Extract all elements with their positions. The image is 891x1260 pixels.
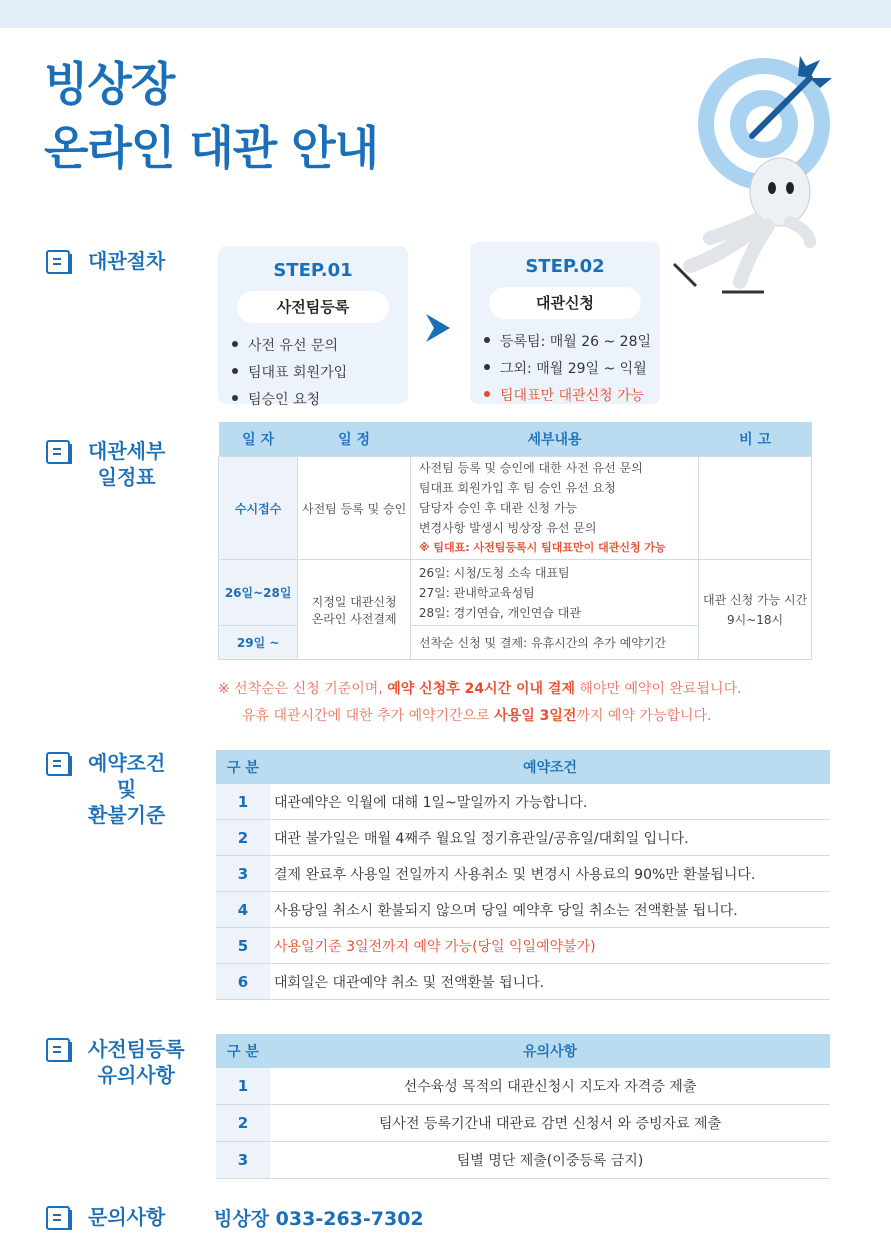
table-row: 6 대회일은 대관예약 취소 및 전액환불 됩니다.: [216, 964, 830, 1000]
schedule-table: 일 자 일 정 세부내용 비 고 수시접수 사전팀 등록 및 승인 사전팀 등록 및 승인에 대한 사전 유선 문의 팀대표 회원가입 후 팀 승인 유선 요청 담당자 승인 후 대관 신청 가능 변경사항 발생시 빙상장 유선 문의 ※ 팀대표: 사전팀등록시 팀대표만이 대관신청 가능 26일~28일 지정일 대관신청 온라인 사전결제 26일: 시청/도청 소속 대표팀 27일: 관내학교육성팀 28일: 경기연습, 개인연습 대관 대관 신청 가능 시간 9시~18시 29일 ~ 선착순 신청 및 결제: 유휴시간의 추가 예약기간: [218, 422, 812, 660]
contact-phone: 빙상장 033-263-7302: [214, 1208, 424, 1230]
step-title: STEP.02: [525, 256, 605, 277]
notice-text: ※ 선착순은 신청 기준이며, 예약 신청후 24시간 이내 결제 해야만 예약이 완료됩니다. 유휴 대관시간에 대한 추가 예약기간으로 사용일 3일전까지 예약 가능합니다.: [218, 681, 742, 724]
section-procedure: 대관절차: [46, 248, 165, 276]
step-02-card: [470, 242, 660, 404]
section-conditions: 예약조건 및 환불기준: [46, 750, 165, 828]
step-name: 대관신청: [489, 287, 641, 319]
list-item: 팀승인 요청: [232, 387, 408, 414]
schedule-detail: 사전팀 등록 및 승인에 대한 사전 유선 문의 팀대표 회원가입 후 팀 승인 유선 요청 담당자 승인 후 대관 신청 가능 변경사항 발생시 빙상장 유선 문의 ※ 팀대표: 사전팀등록시 팀대표만이 대관신청 가능: [410, 457, 698, 560]
table-row: 2 대관 불가일은 매월 4째주 월요일 정기휴관일/공휴일/대회일 입니다.: [216, 820, 830, 856]
book-icon: [46, 1038, 74, 1064]
section-schedule: 대관세부 일정표: [46, 438, 165, 490]
chevron-right-icon: [420, 310, 460, 346]
book-icon: [46, 250, 74, 276]
table-row: 3 결제 완료후 사용일 전일까지 사용취소 및 변경시 사용료의 90%만 환불됩니다.: [216, 856, 830, 892]
top-banner: [0, 0, 891, 28]
table-row: 1 대관예약은 익월에 대해 1일~말일까지 가능합니다.: [216, 784, 830, 820]
page-title: 빙상장 온라인 대관 안내: [44, 57, 379, 175]
list-item-highlight: 팀대표만 대관신청 가능: [484, 383, 660, 410]
table-row: 2 팀사전 등록기간내 대관료 감면 신청서 와 증빙자료 제출: [216, 1105, 830, 1142]
book-icon: [46, 752, 74, 778]
book-icon: [46, 440, 74, 466]
schedule-event: 지정일 대관신청 온라인 사전결제: [298, 560, 411, 660]
conditions-table: 구 분 예약조건 1 대관예약은 익월에 대해 1일~말일까지 가능합니다. 2 대관 불가일은 매월 4째주 월요일 정기휴관일/공휴일/대회일 입니다. 3 결제 완료후 사용일 전일까지 사용취소 및 변경시 사용료의 90%만 환불됩니다. 4 사용당일 취소시 환불되지 않으며 당일 예약후 당일 취소는 전액환불 됩니다. 5 사용일기준 3일전까지 예약 가능(당일 익일예약불가) 6 대회일은 대관예약 취소 및 전액환불 됩니다.: [216, 750, 830, 1000]
table-row: 4 사용당일 취소시 환불되지 않으며 당일 예약후 당일 취소는 전액환불 됩니다.: [216, 892, 830, 928]
section-notes: 사전팀등록 유의사항: [46, 1036, 185, 1088]
step-title: STEP.01: [273, 260, 353, 281]
list-item: 등록팀: 매월 26 ~ 28일: [484, 329, 660, 356]
table-row: 3 팀별 명단 제출(이중등록 금지): [216, 1142, 830, 1179]
table-row: 5 사용일기준 3일전까지 예약 가능(당일 익일예약불가): [216, 928, 830, 964]
step-name: 사전팀등록: [237, 291, 389, 323]
section-contact: 문의사항: [46, 1204, 165, 1232]
list-item: 그외: 매월 29일 ~ 익월: [484, 356, 660, 383]
table-row: 1 선수육성 목적의 대관신청시 지도자 자격증 제출: [216, 1068, 830, 1105]
step-01-card: [218, 246, 408, 408]
notes-table: 구 분 유의사항 1 선수육성 목적의 대관신청시 지도자 자격증 제출 2 팀사전 등록기간내 대관료 감면 신청서 와 증빙자료 제출 3 팀별 명단 제출(이중등록 금지): [216, 1034, 830, 1179]
mascot-target-illustration: [660, 42, 840, 302]
schedule-detail: 26일: 시청/도청 소속 대표팀 27일: 관내학교육성팀 28일: 경기연습, 개인연습 대관: [410, 560, 698, 626]
schedule-note: 대관 신청 가능 시간 9시~18시: [699, 560, 812, 660]
list-item: 팀대표 회원가입: [232, 360, 408, 387]
book-icon: [46, 1206, 74, 1232]
list-item: 사전 유선 문의: [232, 333, 408, 360]
